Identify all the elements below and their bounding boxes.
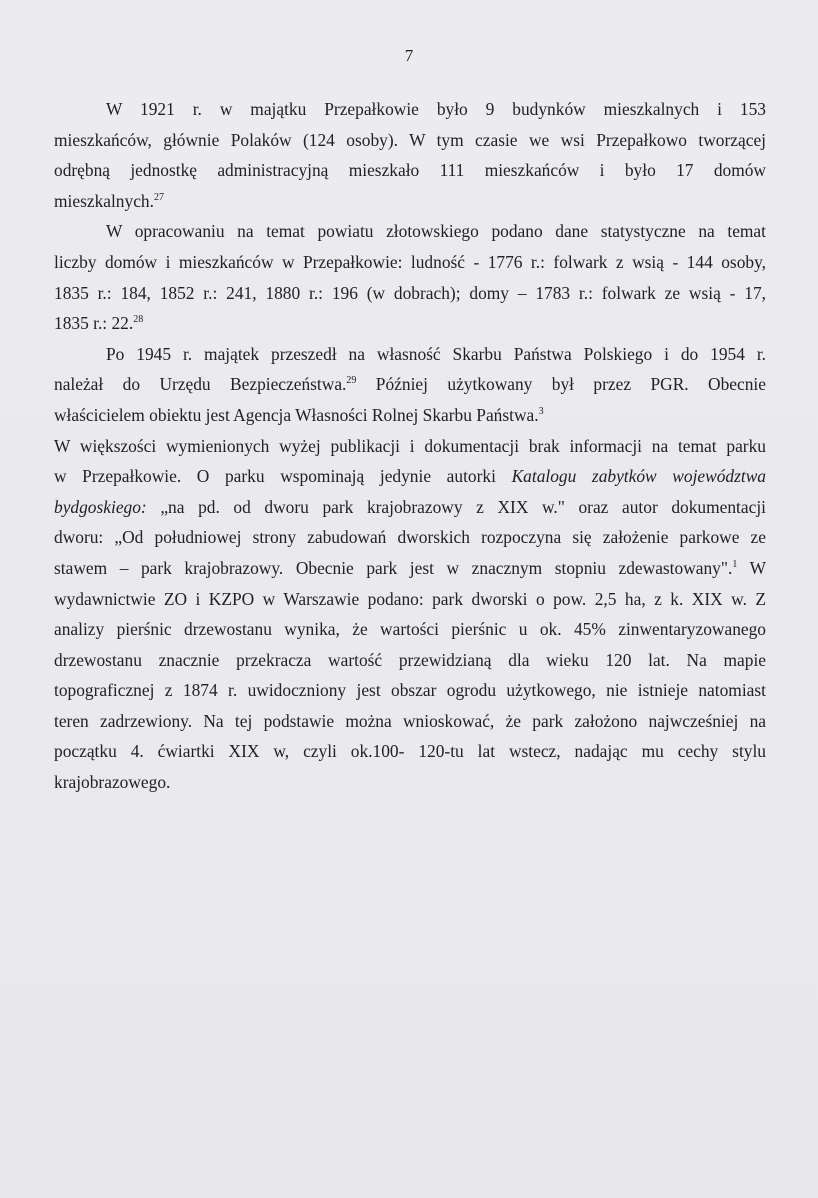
line-text: mieszkańców, głównie Polaków (124 osoby). W tym czasie we wsi Przepałkowo tworzącej xyxy=(54,129,766,150)
line-text: mieszkalnych. xyxy=(54,190,154,211)
text-line xyxy=(54,155,766,186)
line-text: W xyxy=(737,557,766,578)
text-line xyxy=(54,186,766,217)
line-text: analizy pierśnic drzewostanu wynika, że wartości pierśnic u ok. 45% zinwentaryzowanego xyxy=(54,619,766,640)
line-text: w Przepałkowie. O parku wspominają jedynie autorki xyxy=(54,466,512,487)
line-text: drzewostanu znacznie przekracza wartość przewidzianą dla wieku 120 lat. Na mapie xyxy=(54,649,766,670)
italic-title: Katalogu zabytków województwa xyxy=(511,466,766,487)
text-line xyxy=(54,94,766,125)
line-text: wydawnictwie ZO i KZPO w Warszawie podano: park dworski o pow. 2,5 ha, z k. XIX w. Z xyxy=(54,588,766,609)
text-line xyxy=(54,675,766,706)
line-text: 1835 r.: 22. xyxy=(54,313,134,334)
line-text: dworu: „Od południowej strony zabudowań dworskich rozpoczyna się założenie parkowe ze xyxy=(54,527,766,548)
text-line xyxy=(54,247,766,278)
text-line xyxy=(54,339,766,370)
footnote-ref: 28 xyxy=(133,314,144,326)
text-line xyxy=(54,400,766,431)
text-line xyxy=(54,553,766,584)
line-text: Później użytkowany był przez PGR. Obecnie xyxy=(356,374,766,395)
line-text: W opracowaniu na temat powiatu złotowskiego podano dane statystyczne na temat xyxy=(106,221,766,242)
line-text: krajobrazowego. xyxy=(54,772,171,793)
italic-title: bydgoskiego: xyxy=(54,496,147,517)
text-line xyxy=(54,522,766,553)
line-text: topograficznej z 1874 r. uwidoczniony jest obszar ogrodu użytkowego, nie istnieje natomiast xyxy=(54,680,766,701)
document-body xyxy=(54,94,766,798)
text-line xyxy=(54,645,766,676)
text-line xyxy=(54,369,766,400)
line-text: liczby domów i mieszkańców w Przepałkowie: ludność - 1776 r.: folwark z wsią - 144 osoby, xyxy=(54,251,766,272)
footnote-ref: 29 xyxy=(346,375,357,387)
text-line xyxy=(54,614,766,645)
page-number: 7 xyxy=(404,46,414,65)
text-line xyxy=(54,431,766,462)
text-line xyxy=(54,125,766,156)
line-text: właścicielem obiektu jest Agencja Własności Rolnej Skarbu Państwa. xyxy=(54,404,539,425)
text-line xyxy=(54,461,766,492)
line-text: należał do Urzędu Bezpieczeństwa. xyxy=(54,374,347,395)
text-line xyxy=(54,706,766,737)
footnote-ref: 3 xyxy=(538,405,544,417)
line-text: W 1921 r. w majątku Przepałkowie było 9 budynków mieszkalnych i 153 xyxy=(106,99,766,119)
text-line xyxy=(54,767,766,798)
text-line xyxy=(54,278,766,309)
footnote-ref: 1 xyxy=(732,558,738,570)
text-line xyxy=(54,584,766,615)
text-line xyxy=(54,216,766,247)
line-text: W większości wymienionych wyżej publikacji i dokumentacji brak informacji na temat parku xyxy=(54,435,766,456)
line-text: początku 4. ćwiartki XIX w, czyli ok.100- 120-tu lat wstecz, nadając mu cechy stylu xyxy=(54,741,766,762)
text-line xyxy=(54,492,766,523)
text-line xyxy=(54,308,766,339)
text-line xyxy=(54,736,766,767)
line-text: teren zadrzewiony. Na tej podstawie można wnioskować, że park założono najwcześniej na xyxy=(54,710,766,731)
line-text: „na pd. od dworu park krajobrazowy z XIX w." oraz autor dokumentacji xyxy=(146,496,766,517)
line-text: stawem – park krajobrazowy. Obecnie park jest w znacznym stopniu zdewastowany". xyxy=(54,557,733,578)
line-text: odrębną jednostkę administracyjną mieszkało 111 mieszkańców i było 17 domów xyxy=(54,160,766,181)
line-text: Po 1945 r. majątek przeszedł na własność Skarbu Państwa Polskiego i do 1954 r. xyxy=(106,343,766,364)
footnote-ref: 27 xyxy=(153,191,164,203)
line-text: 1835 r.: 184, 1852 r.: 241, 1880 r.: 196 (w dobrach); domy – 1783 r.: folwark ze wsią - 17, xyxy=(54,282,766,303)
